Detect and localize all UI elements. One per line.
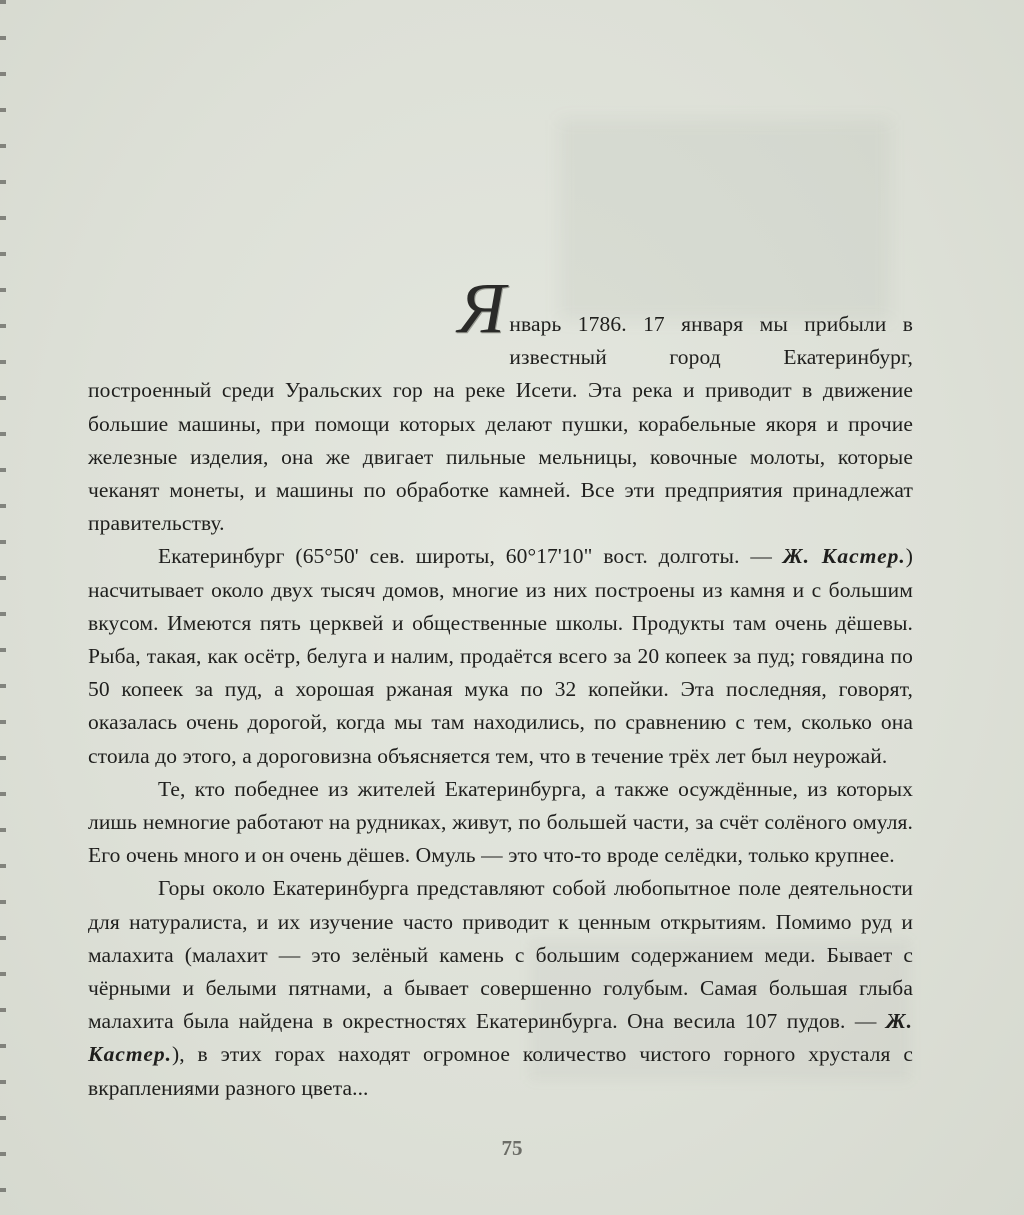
- paragraph-1: [88, 268, 913, 540]
- paragraph-4: [88, 872, 913, 1104]
- paragraph-2-text-b: ) насчитывает около двух тысяч домов, многие из них построены из камня и с большим вкусом. Имеются пять церквей и общественные школы. Продукты там очень дёшевы. Рыба, такая, как осётр, белуга и налим, продаётся всего за 20 копеек за пуд; говядина по 50 копеек за пуд, а хорошая ржаная мука по 32 копейки. Эта последняя, говорят, оказалась очень дорогой, когда мы там находились, по сравнению с тем, сколько она стоила до этого, а дороговизна объясняется тем, что в течение трёх лет был неурожай.: [88, 544, 914, 768]
- paragraph-3: [88, 773, 913, 873]
- paragraph-3-text: Те, кто победнее из жителей Екатеринбурга, а также осуждённые, из которых лишь немногие работают на рудниках, живут, по большей части, за счёт солёного омуля. Его очень много и он очень дёшев. Омуль — это что-то вроде селёдки, только крупнее.: [88, 776, 913, 868]
- author-reference: Ж. Кастер.: [782, 544, 906, 569]
- paragraph-1-text: нварь 1786. 17 января мы прибыли в известный город Екатеринбург, построенный среди Уральских гор на реке Исети. Эта река и приводит в движение большие машины, при помощи которых делают пушки, корабельные якоря и прочие железные изделия, она же двигает пильные мельницы, ковочные молоты, которые чеканят монеты, и машины по обработке камней. Все эти предприятия принадлежат правительству.: [88, 312, 913, 536]
- page-number: 75: [501, 1136, 523, 1160]
- paragraph-4-text-b: ), в этих горах находят огромное количество чистого горного хрусталя с вкраплениями разного цвета...: [88, 1042, 913, 1100]
- body-text: [88, 268, 914, 1105]
- binding-edge: [0, 0, 6, 1215]
- author-reference: Ж. Кастер.: [88, 1009, 913, 1067]
- paragraph-4-text-a: Горы около Екатеринбурга представляют собой любопытное поле деятельности для натуралиста, и их изучение часто приводит к ценным открытиям. Помимо руд и малахита (малахит — это зелёный камень с большим содержанием меди. Бывает с чёрными и белыми пятнами, а бывает совершенно голубым. Самая большая глыба малахита была найдена в окрестностях Екатеринбурга. Она весила 107 пудов. —: [88, 876, 913, 1034]
- paragraph-2: [88, 540, 913, 772]
- drop-cap: Я: [458, 268, 506, 348]
- paragraph-2-text-a: Екатеринбург (65°50' сев. широты, 60°17'10" вост. долготы. —: [158, 544, 783, 569]
